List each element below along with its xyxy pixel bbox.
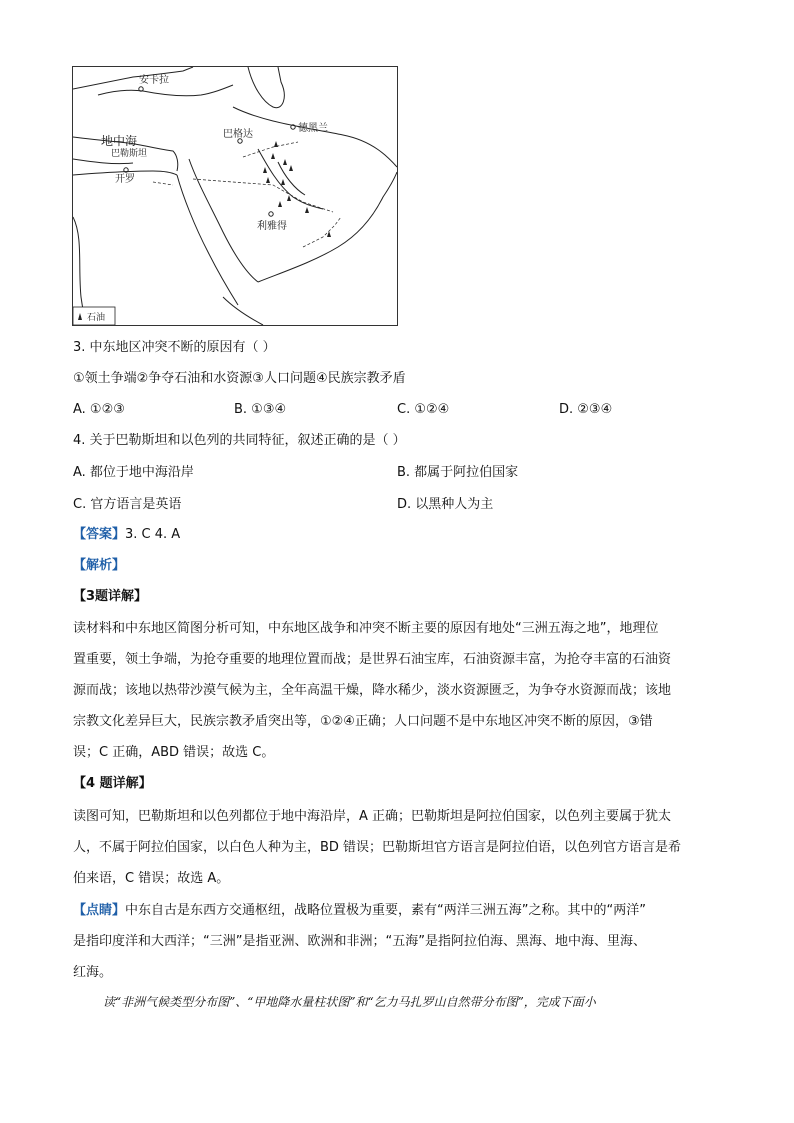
legend-label: 石油 xyxy=(87,313,106,323)
detail4-line: 人，不属于阿拉伯国家，以白色人种为主，BD 错误；巴勒斯坦官方语言是阿拉伯语，以色列官方语言是希 xyxy=(73,840,682,855)
label-riyadh: 利雅得 xyxy=(257,221,287,232)
label-mediterranean: 地中海 xyxy=(101,134,138,148)
detail4-line: 伯来语，C 错误；故选 A。 xyxy=(73,871,230,886)
tip-line-1 xyxy=(73,895,723,926)
detail4-label: 【4 题详解】 xyxy=(73,776,152,791)
map-drawing xyxy=(73,67,397,325)
detail3-label: 【3题详解】 xyxy=(73,589,148,604)
answer-label: 【答案】 xyxy=(73,527,126,542)
q4-option-b[interactable]: B. 都属于阿拉伯国家 xyxy=(397,465,519,480)
label-ankara: 安卡拉 xyxy=(139,75,169,86)
tip-line: 是指印度洋和大西洋；“三洲”是指亚洲、欧洲和非洲；“五海”是指阿拉伯海、黑海、地中海、里海、 xyxy=(73,934,646,949)
next-question-intro: 读“非洲气候类型分布图”、“甲地降水量柱状图”和“乞力马扎罗山自然带分布图”，完成下面小 xyxy=(103,995,596,1009)
detail3-line: 置重要，领土争端，为抢夺重要的地理位置而战；是世界石油宝库，石油资源丰富，为抢夺丰富的石油资 xyxy=(73,652,672,667)
detail3-line: 误；C 正确，ABD 错误；故选 C。 xyxy=(73,745,275,760)
answer-line xyxy=(73,526,180,544)
tip-line: 红海。 xyxy=(73,965,113,980)
q4-stem: 4. 关于巴勒斯坦和以色列的共同特征，叙述正确的是（ ） xyxy=(73,433,406,448)
answer-text: 3. C 4. A xyxy=(125,527,181,542)
q3-statements: ①领土争端②争夺石油和水资源③人口问题④民族宗教矛盾 xyxy=(73,371,406,386)
q4-option-c[interactable]: C. 官方语言是英语 xyxy=(73,497,182,512)
detail3-text xyxy=(73,613,723,768)
label-cairo: 开罗 xyxy=(115,174,135,185)
q4-option-d[interactable]: D. 以黑种人为主 xyxy=(397,497,494,512)
detail3-line: 宗教文化差异巨大，民族宗教矛盾突出等，①②④正确；人口问题不是中东地区冲突不断的原因，③错 xyxy=(73,714,653,729)
q3-stem: 3. 中东地区冲突不断的原因有（ ） xyxy=(73,340,276,355)
detail3-line: 源而战；该地以热带沙漠气候为主，全年高温干燥，降水稀少，淡水资源匮乏，为争夺水资源而战；该地 xyxy=(73,683,672,698)
label-palestine: 巴勒斯坦 xyxy=(111,149,148,159)
label-baghdad: 巴格达 xyxy=(223,129,253,140)
q3-option-d[interactable]: D. ②③④ xyxy=(559,402,613,417)
q4-option-a[interactable]: A. 都位于地中海沿岸 xyxy=(73,465,194,480)
tip-text xyxy=(73,895,723,988)
tip-label: 【点睛】 xyxy=(73,903,126,918)
q3-option-a[interactable]: A. ①②③ xyxy=(73,402,125,417)
tip-line-1-text: 中东自古是东西方交通枢纽，战略位置极为重要，素有“两洋三洲五海”之称。其中的“两洋” xyxy=(125,903,646,918)
detail4-line: 读图可知，巴勒斯坦和以色列都位于地中海沿岸，A 正确；巴勒斯坦是阿拉伯国家，以色列主要属于犹太 xyxy=(73,809,672,824)
label-tehran: 德黑兰 xyxy=(298,123,328,134)
q3-option-c[interactable]: C. ①②④ xyxy=(397,402,450,417)
analysis-label: 【解析】 xyxy=(73,558,126,573)
riyadh-marker xyxy=(269,212,273,216)
detail4-text xyxy=(73,801,723,894)
q3-option-b[interactable]: B. ①③④ xyxy=(234,402,287,417)
detail3-line: 读材料和中东地区简图分析可知，中东地区战争和冲突不断主要的原因有地处“三洲五海之地”，地理位 xyxy=(73,621,659,636)
middle-east-map xyxy=(72,66,398,326)
